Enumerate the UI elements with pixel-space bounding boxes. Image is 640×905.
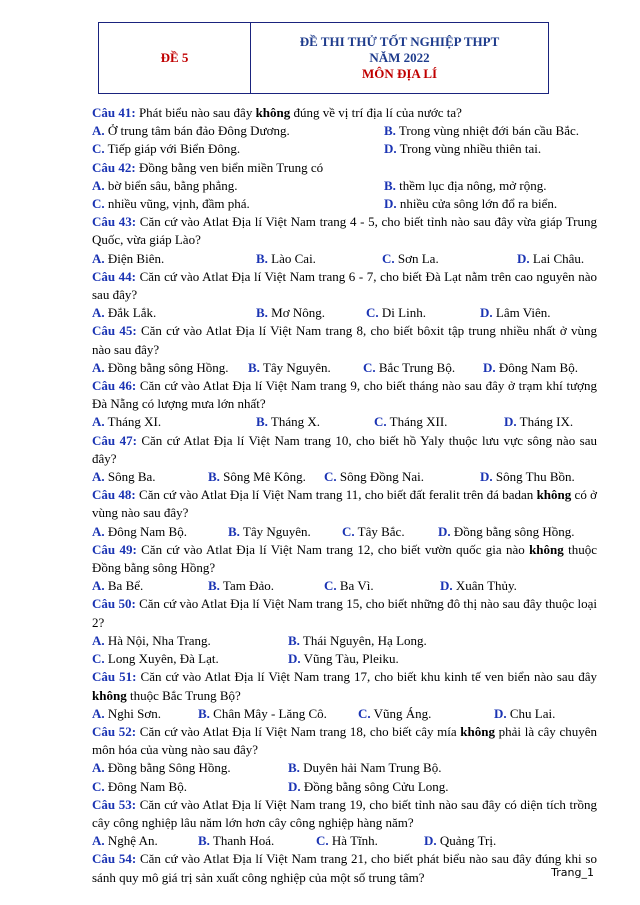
answer-option — [92, 413, 256, 431]
answer-row — [92, 632, 597, 650]
answer-text: Tháng XII. — [386, 414, 448, 430]
question-text: Căn cứ vào Atlat Địa lí Việt Nam trang 21, cho biết phát biểu nào sau đây đúng khi so sánh quy mô giá trị sản xuất công nghiệp của một số trung tâm? — [92, 851, 597, 885]
question-text: Căn cứ Atlat Địa lí Việt Nam trang 10, cho biết hồ Yaly thuộc lưu vực sông nào sau đây? — [92, 432, 597, 466]
answer-row — [92, 523, 597, 541]
answer-option — [256, 413, 374, 431]
answer-text: Duyên hải Nam Trung Bộ. — [299, 760, 442, 776]
answer-text: Ba Vì. — [336, 578, 374, 594]
answer-text: bờ biển sâu, bằng phẳng. — [104, 177, 238, 193]
question-text: Đồng bằng ven biển miền Trung có — [135, 159, 324, 175]
question-stem — [92, 268, 597, 304]
answer-option — [92, 250, 256, 268]
answer-option — [92, 759, 288, 777]
answer-letter: C. — [366, 305, 379, 321]
question-number: Câu 43: — [92, 214, 137, 230]
answer-option — [228, 523, 342, 541]
answer-text: Thanh Hoá. — [209, 833, 275, 849]
answer-text: Lào Cai. — [267, 250, 316, 266]
question-stem — [92, 377, 597, 413]
answer-letter: C. — [363, 359, 376, 375]
answer-text: Chu Lai. — [506, 705, 556, 721]
exam-header-table — [98, 22, 549, 94]
question-number: Câu 42: — [92, 159, 136, 175]
answer-option — [324, 468, 480, 486]
answer-option — [438, 523, 597, 541]
answer-option — [384, 177, 597, 195]
answer-text: Sông Thu Bồn. — [492, 469, 575, 485]
answer-option — [374, 413, 504, 431]
answer-text: nhiều cửa sông lớn đổ ra biển. — [396, 196, 558, 212]
answer-option — [384, 195, 597, 213]
question-number: Câu 48: — [92, 487, 136, 503]
answer-letter: B. — [208, 469, 220, 485]
answer-option — [208, 577, 324, 595]
answer-letter: A. — [92, 177, 105, 193]
answer-letter: D. — [440, 578, 453, 594]
answer-text: thềm lục địa nông, mở rộng. — [395, 177, 547, 193]
answer-option — [504, 413, 597, 431]
answer-letter: D. — [424, 833, 437, 849]
answer-option — [384, 122, 597, 140]
answer-text: Đồng bằng sông Hồng. — [104, 359, 229, 375]
question-number: Câu 41: — [92, 105, 136, 120]
answer-letter: B. — [198, 705, 210, 721]
answer-option — [92, 705, 198, 723]
answer-option — [92, 177, 384, 195]
answer-option — [92, 304, 256, 322]
answer-row — [92, 650, 597, 668]
answer-option — [382, 250, 517, 268]
answer-option — [92, 523, 228, 541]
answer-letter: B. — [228, 523, 240, 539]
answer-letter: B. — [384, 123, 396, 139]
question-stem — [92, 486, 597, 522]
answer-letter: C. — [324, 578, 337, 594]
answer-option — [324, 577, 440, 595]
answer-text: Vũng Tàu, Pleiku. — [300, 651, 399, 667]
answer-option — [494, 705, 597, 723]
question-stem — [92, 213, 597, 249]
answer-text: Tây Bắc. — [354, 523, 405, 539]
answer-option — [358, 705, 494, 723]
answer-text: Điện Biên. — [104, 250, 165, 266]
answer-option — [288, 650, 597, 668]
question-emphasis: không — [92, 687, 127, 703]
answer-letter: A. — [92, 469, 105, 485]
answer-row — [92, 177, 597, 195]
answer-text: Đông Nam Bộ. — [104, 778, 187, 794]
question-number: Câu 47: — [92, 432, 137, 448]
answer-letter: B. — [208, 578, 220, 594]
question-text: Phát biểu nào sau đây — [135, 105, 256, 120]
answer-letter: D. — [438, 523, 451, 539]
answer-letter: A. — [92, 305, 105, 321]
answer-row — [92, 705, 597, 723]
question-text: phải là cây chuyên môn hóa của vùng nào sau đây? — [92, 723, 598, 758]
answer-letter: A. — [92, 414, 105, 430]
answer-letter: B. — [256, 414, 268, 430]
answer-letter: A. — [92, 523, 105, 539]
answer-letter: A. — [92, 359, 105, 375]
answer-row — [92, 778, 597, 796]
answer-row — [92, 577, 597, 595]
answer-letter: B. — [256, 305, 268, 321]
answer-option — [424, 832, 597, 850]
answer-text: Quảng Trị. — [436, 833, 497, 849]
question-text: Căn cứ vào Atlat Địa lí Việt Nam trang 8, cho biết bôxit tập trung nhiều nhất ở vùng nào sau đây? — [92, 323, 598, 357]
question-stem — [92, 850, 597, 886]
answer-row — [92, 122, 597, 140]
answer-row — [92, 250, 597, 268]
answer-letter: B. — [248, 359, 260, 375]
answer-letter: D. — [384, 141, 397, 157]
question-stem — [92, 668, 597, 704]
answer-letter: A. — [92, 250, 105, 266]
answer-letter: D. — [288, 778, 301, 794]
answer-option — [248, 359, 363, 377]
exam-title-cell — [251, 23, 548, 93]
answer-option — [384, 140, 597, 158]
answer-row — [92, 832, 597, 850]
answer-letter: C. — [92, 196, 105, 212]
exam-title-line1: ĐỀ THI THỬ TỐT NGHIỆP THPT — [299, 34, 500, 49]
question-text: Căn cứ vào Atlat Địa lí Việt Nam trang 6 - 7, cho biết Đà Lạt nằm trên cao nguyên nào sau đây? — [92, 268, 597, 303]
answer-letter: C. — [92, 778, 105, 794]
answer-letter: B. — [288, 632, 300, 648]
answer-letter: D. — [483, 359, 496, 375]
answer-letter: D. — [494, 705, 507, 721]
answer-text: Tháng XI. — [104, 414, 162, 430]
question-text: Căn cứ vào Atlat Địa lí Việt Nam trang 9, cho biết tháng nào sau đây ở trạm khí tượng Đà Nẵng có lượng mưa lớn nhất? — [92, 378, 597, 412]
answer-option — [480, 304, 597, 322]
answer-option — [288, 632, 597, 650]
answer-text: Ba Bể. — [104, 578, 144, 594]
answer-text: Lâm Viên. — [492, 305, 551, 321]
answer-option — [440, 577, 597, 595]
question-number: Câu 46: — [92, 378, 137, 394]
answer-text: Sông Ba. — [104, 469, 156, 485]
answer-row — [92, 140, 597, 158]
answer-text: Tháng IX. — [516, 414, 574, 430]
answer-text: Tây Nguyên. — [239, 523, 311, 539]
question-text: đúng về vị trí địa lí của nước ta? — [290, 105, 462, 120]
answer-option — [483, 359, 597, 377]
exam-code: ĐỀ 5 — [99, 23, 251, 93]
answer-option — [92, 140, 384, 158]
question-text: Căn cứ vào Atlat Địa lí Việt Nam trang 17, cho biết khu kinh tế ven biển nào sau đây — [136, 669, 597, 685]
question-stem — [92, 104, 597, 122]
answer-text: Sơn La. — [394, 250, 439, 266]
answer-text: Lai Châu. — [529, 250, 585, 266]
answer-text: Tiếp giáp với Biển Đông. — [104, 141, 241, 157]
question-stem — [92, 432, 597, 468]
answer-letter: B. — [198, 833, 210, 849]
answer-option — [366, 304, 480, 322]
question-number: Câu 49: — [92, 541, 137, 557]
answer-letter: D. — [480, 305, 493, 321]
page-number: Trang_1 — [551, 866, 594, 879]
question-text: thuộc Bắc Trung Bộ? — [126, 687, 241, 703]
answer-option — [288, 778, 597, 796]
question-stem — [92, 796, 597, 832]
answer-letter: D. — [480, 469, 493, 485]
answer-letter: B. — [256, 250, 268, 266]
answer-option — [480, 468, 597, 486]
question-number: Câu 51: — [92, 669, 137, 685]
question-stem — [92, 723, 597, 759]
answer-letter: D. — [288, 651, 301, 667]
answer-text: Đồng bằng sông Hồng. — [450, 523, 575, 539]
answer-letter: A. — [92, 760, 105, 776]
question-text: Căn cứ vào Atlat Địa lí Việt Nam trang 18, cho biết cây mía — [136, 723, 461, 739]
answer-text: Hà Nội, Nha Trang. — [104, 632, 211, 648]
answer-letter: A. — [92, 833, 105, 849]
answer-option — [198, 705, 358, 723]
answer-option — [256, 250, 382, 268]
question-number: Câu 44: — [92, 268, 137, 284]
question-emphasis: không — [460, 723, 495, 739]
answer-text: Đông Nam Bộ. — [104, 523, 187, 539]
answer-letter: C. — [92, 141, 105, 157]
answer-text: Đắk Lắk. — [104, 305, 157, 321]
question-stem — [92, 159, 597, 177]
answer-text: Long Xuyên, Đà Lạt. — [104, 651, 219, 667]
answer-letter: A. — [92, 578, 105, 594]
answer-option — [92, 122, 384, 140]
question-text: Căn cứ vào Atlat Địa lí Việt Nam trang 11, cho biết đất feralit trên đá badan — [135, 487, 537, 503]
question-emphasis: không — [529, 541, 564, 557]
answer-option — [92, 778, 288, 796]
answer-row — [92, 468, 597, 486]
answer-text: Đồng bằng sông Cửu Long. — [300, 778, 449, 794]
question-stem — [92, 541, 597, 577]
question-number: Câu 50: — [92, 596, 136, 612]
answer-text: Chân Mây - Lăng Cô. — [209, 705, 327, 721]
answer-text: Đông Nam Bộ. — [495, 359, 578, 375]
answer-text: Tây Nguyên. — [259, 359, 331, 375]
question-text: thuộc Đồng bằng sông Hồng? — [92, 541, 598, 576]
answer-text: Nghệ An. — [104, 833, 158, 849]
answer-letter: D. — [517, 250, 530, 266]
answer-option — [92, 468, 208, 486]
answer-letter: B. — [288, 760, 300, 776]
exam-subject: MÔN ĐỊA LÍ — [361, 66, 438, 81]
answer-text: Mơ Nông. — [267, 305, 325, 321]
question-number: Câu 53: — [92, 796, 137, 812]
answer-option — [316, 832, 424, 850]
answer-text: Tháng X. — [267, 414, 321, 430]
answer-row — [92, 359, 597, 377]
answer-row — [92, 413, 597, 431]
answer-text: Sông Đồng Nai. — [336, 469, 425, 485]
answer-letter: D. — [384, 196, 397, 212]
answer-text: Trong vùng nhiều thiên tai. — [396, 141, 542, 157]
answer-letter: B. — [384, 177, 396, 193]
answer-text: Trong vùng nhiệt đới bán cầu Bắc. — [395, 123, 580, 139]
answer-text: Xuân Thủy. — [452, 578, 517, 594]
answer-letter: C. — [92, 651, 105, 667]
answer-letter: A. — [92, 632, 105, 648]
answer-letter: C. — [316, 833, 329, 849]
question-emphasis: không — [255, 105, 291, 120]
answer-option — [92, 832, 198, 850]
question-text: có ở vùng nào sau đây? — [92, 487, 597, 521]
answer-letter: A. — [92, 705, 105, 721]
answer-row — [92, 759, 597, 777]
question-text: Căn cứ vào Atlat Địa lí Việt Nam trang 4 - 5, cho biết tỉnh nào sau đây vừa giáp Trung Quốc, vừa giáp Lào? — [92, 214, 598, 248]
answer-option — [208, 468, 324, 486]
answer-option — [92, 650, 288, 668]
answer-text: Nghi Sơn. — [104, 705, 161, 721]
answer-option — [198, 832, 316, 850]
answer-option — [342, 523, 438, 541]
question-number: Câu 52: — [92, 723, 137, 739]
answer-text: Hà Tĩnh. — [328, 833, 378, 849]
answer-text: Ở trung tâm bán đảo Đông Dương. — [104, 123, 290, 139]
answer-letter: C. — [342, 523, 355, 539]
exam-title-line2: NĂM 2022 — [369, 50, 430, 65]
answer-text: Đồng bằng Sông Hồng. — [104, 760, 231, 776]
answer-option — [92, 632, 288, 650]
question-text: Căn cứ vào Atlat Địa lí Việt Nam trang 15, cho biết những đô thị nào sau đây thuộc loại 2? — [92, 596, 598, 630]
answer-text: Thái Nguyên, Hạ Long. — [299, 632, 427, 648]
answer-option — [92, 359, 248, 377]
answer-row — [92, 304, 597, 322]
answer-letter: D. — [504, 414, 517, 430]
answer-letter: C. — [358, 705, 371, 721]
answer-option — [517, 250, 597, 268]
answer-text: nhiều vũng, vịnh, đầm phá. — [104, 196, 250, 212]
question-text: Căn cứ vào Atlat Địa lí Việt Nam trang 12, cho biết vườn quốc gia nào — [136, 541, 530, 557]
question-number: Câu 45: — [92, 323, 137, 339]
answer-row — [92, 195, 597, 213]
answer-text: Di Linh. — [378, 305, 426, 321]
answer-letter: C. — [324, 469, 337, 485]
answer-option — [363, 359, 483, 377]
question-number: Câu 54: — [92, 851, 137, 867]
answer-option — [92, 577, 208, 595]
answer-text: Tam Đảo. — [219, 578, 275, 594]
answer-text: Vũng Áng. — [370, 705, 432, 721]
question-list — [92, 104, 597, 887]
answer-letter: C. — [374, 414, 387, 430]
answer-letter: C. — [382, 250, 395, 266]
answer-option — [92, 195, 384, 213]
question-emphasis: không — [536, 487, 572, 503]
answer-text: Sông Mê Kông. — [219, 469, 306, 485]
question-text: Căn cứ vào Atlat Địa lí Việt Nam trang 19, cho biết tỉnh nào sau đây có diện tích trồng cây công nghiệp lâu năm lớn hơn cây công nghiệp hàng năm? — [92, 796, 597, 830]
answer-option — [256, 304, 366, 322]
answer-letter: A. — [92, 123, 105, 139]
answer-text: Bắc Trung Bộ. — [375, 359, 456, 375]
question-stem — [92, 595, 597, 631]
question-stem — [92, 322, 597, 358]
answer-option — [288, 759, 597, 777]
